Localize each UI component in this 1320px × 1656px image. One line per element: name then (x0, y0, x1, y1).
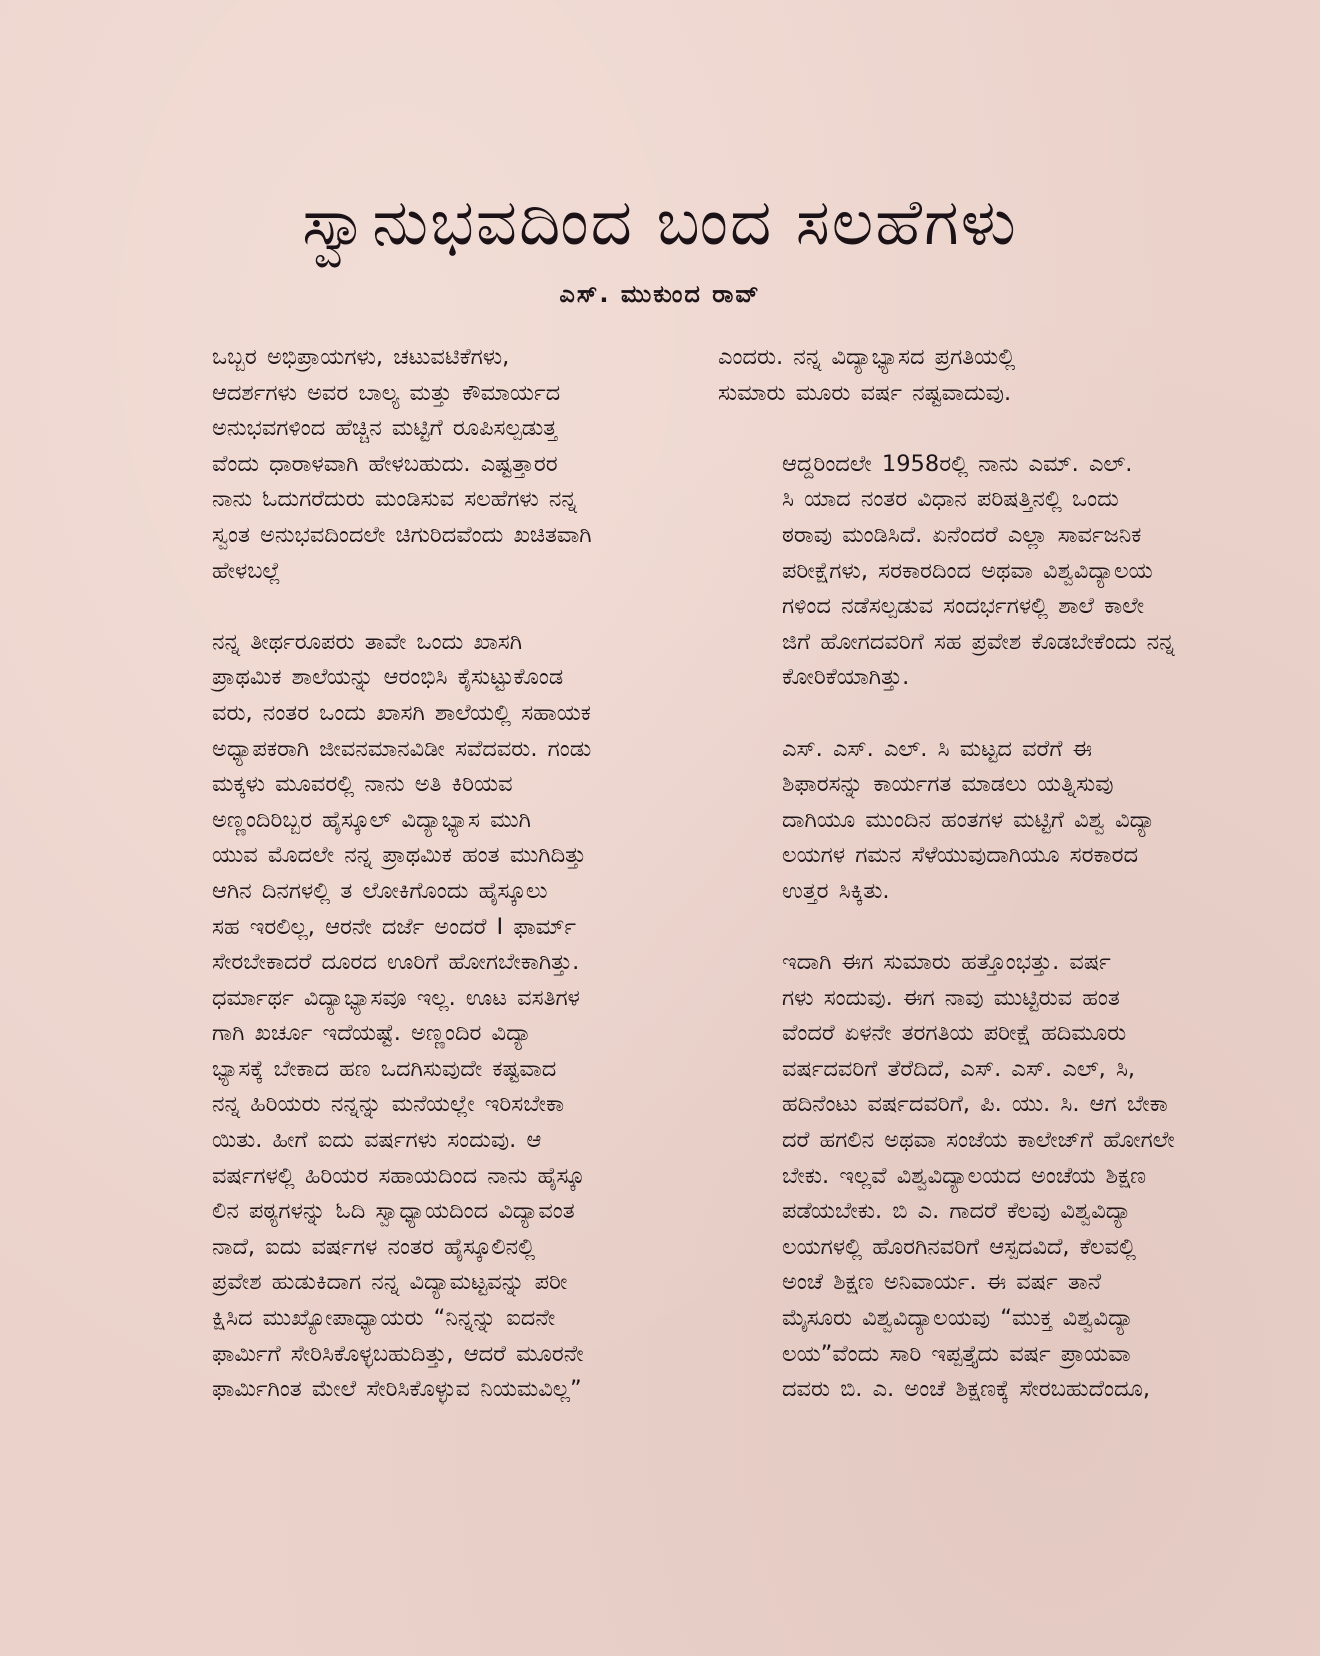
text-line: ಪರೀಕ್ಷೆಗಳು, ಸರಕಾರದಿಂದ ಅಥವಾ ವಿಶ್ವವಿದ್ಯಾಲಯ (782, 557, 1153, 584)
text-line: ಸಿ ಯಾದ ನಂತರ ವಿಧಾನ ಪರಿಷತ್ತಿನಲ್ಲಿ ಒಂದು (782, 486, 1119, 513)
text-line: ದವರು ಬಿ. ಎ. ಅಂಚೆ ಶಿಕ್ಷಣಕ್ಕೆ ಸೇರಬಹುದೆಂದೂ, (782, 1376, 1151, 1403)
text-line: ನನ್ನ ಹಿರಿಯರು ನನ್ನನ್ನು ಮನೆಯಲ್ಲೇ ಇರಿಸಬೇಕಾ (212, 1091, 565, 1118)
text-line: ಭ್ಯಾಸಕ್ಕೆ ಬೇಕಾದ ಹಣ ಒದಗಿಸುವುದೇ ಕಷ್ಟವಾದ (212, 1055, 557, 1082)
text-line: ಸಹ ಇರಲಿಲ್ಲ, ಆರನೇ ದರ್ಜೆ ಅಂದರೆ I ಫಾರ್ಮ್ (212, 913, 577, 940)
text-line: ಗಳು ಸಂದುವು. ಈಗ ನಾವು ಮುಟ್ಟಿರುವ ಹಂತ (782, 984, 1120, 1011)
text-line: ಫಾರ್ಮಿಗೆ ಸೇರಿಸಿಕೊಳ್ಳಬಹುದಿತ್ತು, ಆದರೆ ಮೂರನೇ (212, 1340, 584, 1367)
text-line: ಸೇರಬೇಕಾದರೆ ದೂರದ ಊರಿಗೆ ಹೋಗಬೇಕಾಗಿತ್ತು. (212, 949, 580, 976)
text-line: ಬೇಕು. ಇಲ್ಲವೆ ವಿಶ್ವವಿದ್ಯಾಲಯದ ಅಂಚೆಯ ಶಿಕ್ಷಣ (782, 1162, 1147, 1189)
text-line: ವೆಂದರೆ ಏಳನೇ ತರಗತಿಯ ಪರೀಕ್ಷೆ ಹದಿಮೂರು (782, 1020, 1127, 1047)
right-column (718, 340, 1248, 1443)
paragraph (148, 340, 648, 589)
text-line: ವರು, ನಂತರ ಒಂದು ಖಾಸಗಿ ಶಾಲೆಯಲ್ಲಿ ಸಹಾಯಕ (212, 699, 591, 726)
text-line: ಆದರ್ಶಗಳು ಅವರ ಬಾಲ್ಯ ಮತ್ತು ಕೌಮಾರ್ಯದ (212, 379, 561, 406)
text-line: ಜಿಗೆ ಹೋಗದವರಿಗೆ ಸಹ ಪ್ರವೇಶ ಕೊಡಬೇಕೆಂದು ನನ್ನ (782, 628, 1175, 655)
left-column (148, 340, 648, 1443)
text-line: ನನ್ನ ತೀರ್ಥರೂಪರು ತಾವೇ ಒಂದು ಖಾಸಗಿ (212, 628, 523, 655)
text-line: ಲಯ”ವೆಂದು ಸಾರಿ ಇಪ್ಪತ್ತೈದು ವರ್ಷ ಪ್ರಾಯವಾ (782, 1340, 1131, 1367)
text-line: ಸ್ವಂತ ಅನುಭವದಿಂದಲೇ ಚಿಗುರಿದವೆಂದು ಖಚಿತವಾಗಿ (212, 521, 592, 548)
text-line: ದರೆ ಹಗಲಿನ ಅಥವಾ ಸಂಜೆಯ ಕಾಲೇಜ್‌ಗೆ ಹೋಗಲೇ (782, 1127, 1175, 1154)
text-line: ಪಡೆಯಬೇಕು. ಬಿ ಎ. ಗಾದರೆ ಕೆಲವು ವಿಶ್ವವಿದ್ಯಾ (782, 1198, 1132, 1225)
text-line: ಫಾರ್ಮಿಗಿಂತ ಮೇಲೆ ಸೇರಿಸಿಕೊಳ್ಳುವ ನಿಯಮವಿಲ್ಲ” (212, 1376, 582, 1403)
paragraph (718, 732, 1248, 910)
text-line: ಎಸ್. ಎಸ್. ಎಲ್. ಸಿ ಮಟ್ಟದ ವರೆಗೆ ಈ (782, 735, 1093, 762)
text-line: ನಾದೆ, ಐದು ವರ್ಷಗಳ ನಂತರ ಹೈಸ್ಕೂಲಿನಲ್ಲಿ (212, 1233, 536, 1260)
text-line: ಆದ್ದರಿಂದಲೇ 1958ರಲ್ಲಿ ನಾನು ಎಮ್. ಎಲ್. (782, 450, 1133, 477)
article-author: ಎಸ್. ಮುಕುಂದ ರಾವ್ (559, 280, 761, 308)
text-line: ಲಯಗಳಲ್ಲಿ ಹೊರಗಿನವರಿಗೆ ಆಸ್ಪದವಿದೆ, ಕೆಲವಲ್ಲಿ (782, 1233, 1137, 1260)
text-line: ಅನುಭವಗಳಿಂದ ಹೆಚ್ಚಿನ ಮಟ್ಟಿಗೆ ರೂಪಿಸಲ್ಪಡುತ್ತ (212, 415, 558, 442)
text-line: ಶಿಫಾರಸನ್ನು ಕಾರ್ಯಗತ ಮಾಡಲು ಯತ್ನಿಸುವು (782, 771, 1114, 798)
text-line: ಯಿತು. ಹೀಗೆ ಐದು ವರ್ಷಗಳು ಸಂದುವು. ಆ (212, 1127, 542, 1154)
text-line: ಒಬ್ಬರ ಅಭಿಪ್ರಾಯಗಳು, ಚಟುವಟಿಕೆಗಳು, (212, 344, 510, 370)
text-line: ಅಂಚೆ ಶಿಕ್ಷಣ ಅನಿವಾರ್ಯ. ಈ ವರ್ಷ ತಾನೆ (782, 1269, 1102, 1296)
text-line: ಮೈಸೂರು ವಿಶ್ವವಿದ್ಯಾಲಯವು “ಮುಕ್ತ ವಿಶ್ವವಿದ್ಯಾ (782, 1305, 1134, 1332)
paragraph (718, 945, 1248, 1408)
text-line: ಠರಾವು ಮಂಡಿಸಿದೆ. ಏನೆಂದರೆ ಎಲ್ಲಾ ಸಾರ್ವಜನಿಕ (782, 521, 1142, 548)
text-line: ಲಯಗಳ ಗಮನ ಸೆಳೆಯುವುದಾಗಿಯೂ ಸರಕಾರದ (782, 842, 1139, 869)
text-line: ಇದಾಗಿ ಈಗ ಸುಮಾರು ಹತ್ತೊಂಭತ್ತು. ವರ್ಷ (782, 949, 1111, 976)
text-line: ಯುವ ಮೊದಲೇ ನನ್ನ ಪ್ರಾಥಮಿಕ ಹಂತ ಮುಗಿದಿತ್ತು (212, 842, 587, 869)
text-line: ಅಧ್ಯಾಪಕರಾಗಿ ಜೀವನಮಾನವಿಡೀ ಸವೆದವರು. ಗಂಡು (212, 735, 592, 762)
text-line: ಸುಮಾರು ಮೂರು ವರ್ಷ ನಷ್ಟವಾದುವು. (718, 379, 1012, 406)
text-line: ದಾಗಿಯೂ ಮುಂದಿನ ಹಂತಗಳ ಮಟ್ಟಿಗೆ ವಿಶ್ವ ವಿದ್ಯಾ (782, 806, 1156, 833)
text-line: ಗಾಗಿ ಖರ್ಚೂ ಇದೆಯಷ್ಟೆ. ಅಣ್ಣಂದಿರ ವಿದ್ಯಾ (212, 1020, 532, 1047)
text-line: ಪ್ರಾಥಮಿಕ ಶಾಲೆಯನ್ನು ಆರಂಭಿಸಿ ಕೈಸುಟ್ಟುಕೊಂಡ (212, 664, 564, 691)
text-line: ಪ್ರವೇಶ ಹುಡುಕಿದಾಗ ನನ್ನ ವಿದ್ಯಾಮಟ್ಟವನ್ನು ಪರೀ (212, 1269, 568, 1296)
paragraph (718, 447, 1248, 696)
text-line: ಆಗಿನ ದಿನಗಳಲ್ಲಿ ತ ಲೋಕಿಗೊಂದು ಹೈಸ್ಕೂಲು (212, 877, 548, 904)
text-line: ವರ್ಷಗಳಲ್ಲಿ ಹಿರಿಯರ ಸಹಾಯದಿಂದ ನಾನು ಹೈಸ್ಕೂ (212, 1162, 585, 1189)
text-line: ಮಕ್ಕಳು ಮೂವರಲ್ಲಿ ನಾನು ಅತಿ ಕಿರಿಯವ (212, 771, 513, 798)
text-line: ಎಂದರು. ನನ್ನ ವಿದ್ಯಾಭ್ಯಾಸದ ಪ್ರಗತಿಯಲ್ಲಿ (718, 344, 1016, 370)
paragraph (718, 340, 1248, 411)
text-line: ಉತ್ತರ ಸಿಕ್ಕಿತು. (782, 877, 890, 904)
text-line: ಹದಿನೆಂಟು ವರ್ಷದವರಿಗೆ, ಪಿ. ಯು. ಸಿ. ಆಗ ಬೇಕಾ (782, 1091, 1168, 1118)
text-line: ಹೇಳಬಲ್ಲೆ (212, 557, 281, 584)
text-line: ಲಿನ ಪಠ್ಯಗಳನ್ನು ಓದಿ ಸ್ವಾಧ್ಯಾಯದಿಂದ ವಿದ್ಯಾವಂತ (212, 1198, 575, 1225)
text-line: ವರ್ಷದವರಿಗೆ ತೆರೆದಿದೆ, ಎಸ್. ಎಸ್. ಎಲ್, ಸಿ, (782, 1055, 1136, 1082)
article-title: ಸ್ವಾನುಭವದಿಂದ ಬಂದ ಸಲಹೆಗಳು (302, 186, 1018, 260)
text-line: ಗಳಿಂದ ನಡೆಸಲ್ಪಡುವ ಸಂದರ್ಭಗಳಲ್ಲಿ ಶಾಲೆ ಕಾಲೇ (782, 593, 1145, 620)
text-line: ಕ್ಷಿಸಿದ ಮುಖ್ಯೋಪಾಧ್ಯಾಯರು “ನಿನ್ನನ್ನು ಐದನೇ (212, 1305, 556, 1332)
text-line: ಧರ್ಮಾರ್ಥ ವಿದ್ಯಾಭ್ಯಾಸವೂ ಇಲ್ಲ. ಊಟ ವಸತಿಗಳ (212, 984, 580, 1011)
text-line: ಕೋರಿಕೆಯಾಗಿತ್ತು. (782, 664, 910, 691)
text-line: ವೆಂದು ಧಾರಾಳವಾಗಿ ಹೇಳಬಹುದು. ಎಷ್ಟತ್ತಾರರ (212, 450, 558, 477)
text-line: ನಾನು ಓದುಗರೆದುರು ಮಂಡಿಸುವ ಸಲಹೆಗಳು ನನ್ನ (212, 486, 577, 513)
paragraph (148, 625, 648, 1408)
text-line: ಅಣ್ಣಂದಿರಿಬ್ಬರ ಹೈಸ್ಕೂಲ್ ವಿದ್ಯಾಭ್ಯಾಸ ಮುಗಿ (212, 806, 531, 833)
